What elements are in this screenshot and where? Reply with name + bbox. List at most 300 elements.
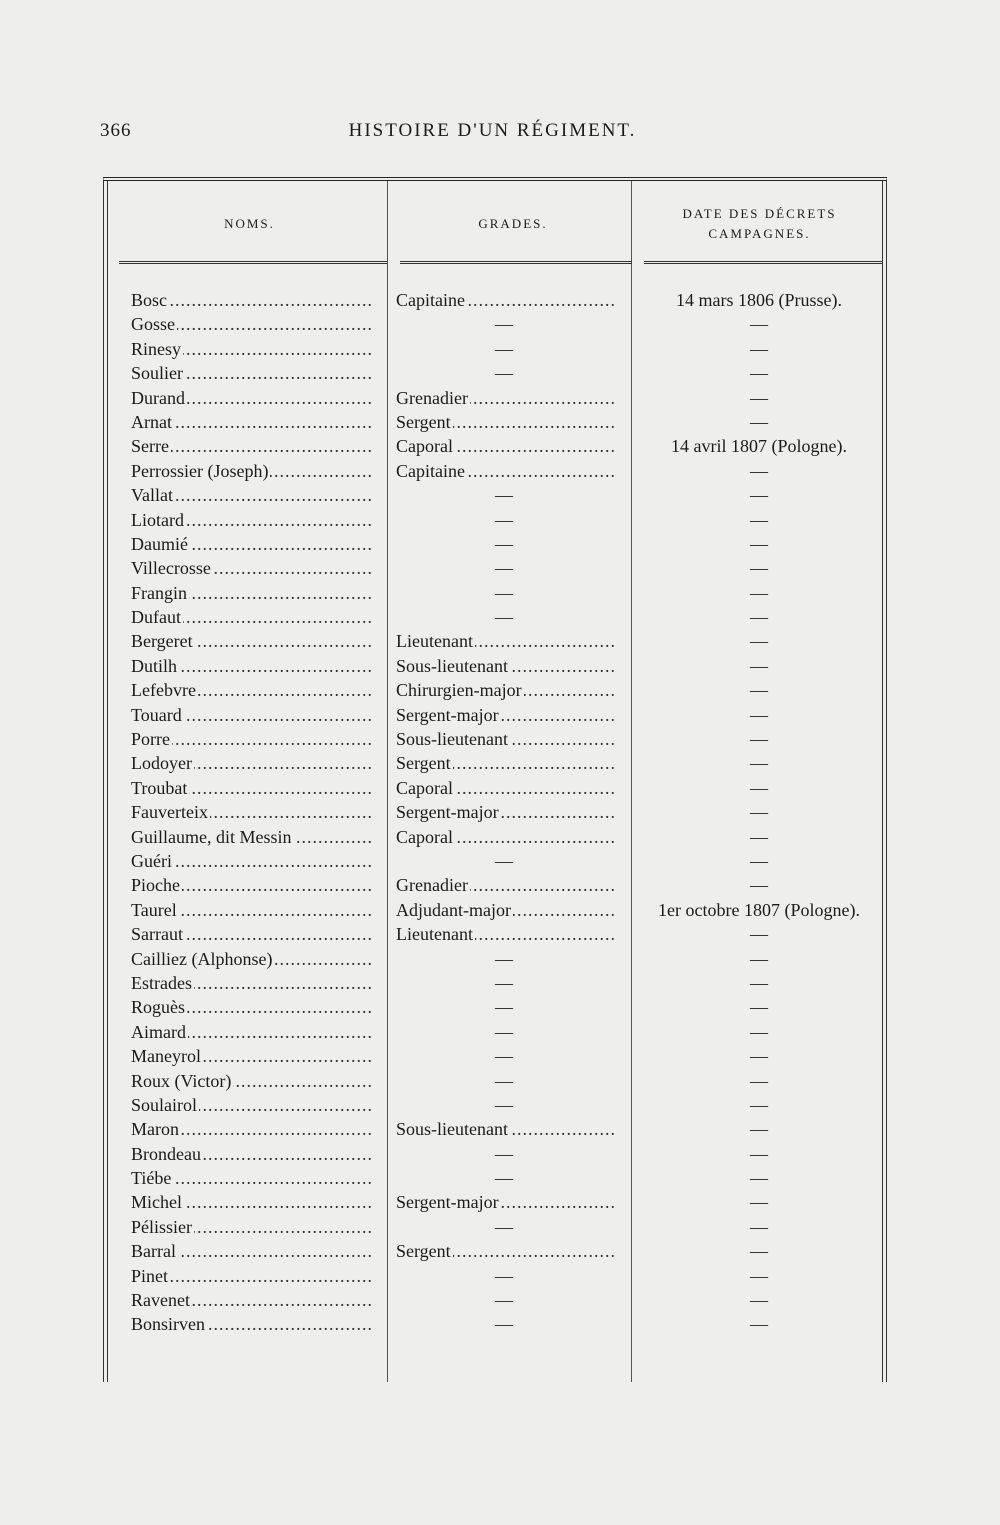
table-row xyxy=(104,971,886,995)
page-number: 366 xyxy=(100,120,132,141)
row-grade xyxy=(396,1312,614,1336)
row-date xyxy=(640,727,880,751)
table-row xyxy=(104,361,886,385)
row-name xyxy=(131,508,374,532)
row-grade xyxy=(396,508,614,532)
row-name xyxy=(131,556,374,580)
table-row xyxy=(104,1142,886,1166)
table-row xyxy=(104,922,886,946)
row-date-text: — xyxy=(750,314,768,335)
row-date xyxy=(640,459,880,483)
header-rule xyxy=(400,261,632,264)
row-name xyxy=(131,1288,374,1312)
row-name xyxy=(131,337,374,361)
row-grade xyxy=(396,849,614,873)
row-grade-text: Capitaine xyxy=(396,460,465,481)
row-name xyxy=(131,459,374,483)
row-date xyxy=(640,1215,880,1239)
table-row xyxy=(104,1093,886,1117)
row-date xyxy=(640,1069,880,1093)
row-grade xyxy=(396,727,614,751)
table-row xyxy=(104,898,886,922)
row-grade xyxy=(396,995,614,1019)
table-row xyxy=(104,337,886,361)
row-date-text: — xyxy=(750,582,768,603)
row-name xyxy=(131,922,374,946)
row-date xyxy=(640,825,880,849)
row-date xyxy=(640,849,880,873)
row-date-text: — xyxy=(750,607,768,628)
row-grade-text: — xyxy=(495,1216,513,1237)
row-name xyxy=(131,678,374,702)
row-grade xyxy=(396,605,614,629)
table-row xyxy=(104,800,886,824)
row-name xyxy=(131,703,374,727)
row-grade xyxy=(396,312,614,336)
row-date xyxy=(640,1142,880,1166)
row-name-text: Pinet xyxy=(131,1265,169,1286)
row-grade xyxy=(396,337,614,361)
row-grade xyxy=(396,654,614,678)
table-row xyxy=(104,654,886,678)
row-grade-text: Sergent-major xyxy=(396,802,499,823)
row-grade xyxy=(396,776,614,800)
table-row xyxy=(104,1069,886,1093)
row-grade xyxy=(396,1166,614,1190)
row-name xyxy=(131,1044,374,1068)
row-date xyxy=(640,947,880,971)
table-row xyxy=(104,459,886,483)
row-date xyxy=(640,703,880,727)
table-row xyxy=(104,825,886,849)
row-date xyxy=(640,922,880,946)
row-grade-text: Lieutenant xyxy=(396,924,473,945)
row-date xyxy=(640,1239,880,1263)
row-name-text: Dufaut xyxy=(131,607,181,628)
row-name xyxy=(131,361,374,385)
column-header-names: NOMS. xyxy=(224,215,275,231)
row-date-text: — xyxy=(750,704,768,725)
row-name-text: Touard xyxy=(131,704,182,725)
row-name xyxy=(131,971,374,995)
row-name-text: Vallat xyxy=(131,485,173,506)
row-name-text: Cailliez (Alphonse) xyxy=(131,948,273,969)
row-grade-text: — xyxy=(495,314,513,335)
row-date xyxy=(640,1044,880,1068)
row-grade-text: Grenadier xyxy=(396,875,468,896)
row-date-text: — xyxy=(750,802,768,823)
table-row xyxy=(104,288,886,312)
header-rule xyxy=(644,261,882,264)
row-name xyxy=(131,312,374,336)
row-grade-text: Sergent xyxy=(396,1241,451,1262)
row-grade-text: Adjudant-major xyxy=(396,899,511,920)
row-name xyxy=(131,898,374,922)
row-grade-text: — xyxy=(495,1143,513,1164)
row-grade-text: — xyxy=(495,850,513,871)
row-date xyxy=(640,605,880,629)
row-grade-text: — xyxy=(495,1046,513,1067)
row-name xyxy=(131,1142,374,1166)
row-date xyxy=(640,337,880,361)
row-grade-text: — xyxy=(495,338,513,359)
register-table xyxy=(103,177,887,1382)
row-name xyxy=(131,410,374,434)
row-name-text: Brondeau xyxy=(131,1143,201,1164)
table-row xyxy=(104,312,886,336)
table-row xyxy=(104,1166,886,1190)
row-date-text: — xyxy=(750,1143,768,1164)
table-row xyxy=(104,678,886,702)
row-name-text: Aimard xyxy=(131,1021,186,1042)
row-date xyxy=(640,508,880,532)
column-header-dates-text: DATE DES DÉCRETS CAMPAGNES. xyxy=(682,205,837,241)
row-date-text: — xyxy=(750,1119,768,1140)
row-name-text: Fauverteix xyxy=(131,802,208,823)
row-date-text: — xyxy=(750,1290,768,1311)
row-date-text: — xyxy=(750,1314,768,1335)
table-row xyxy=(104,849,886,873)
row-name-text: Gosse xyxy=(131,314,175,335)
row-name-text: Troubat xyxy=(131,777,188,798)
row-date-text: — xyxy=(750,1046,768,1067)
row-date xyxy=(640,532,880,556)
row-date xyxy=(640,873,880,897)
row-date-text: — xyxy=(750,826,768,847)
row-grade xyxy=(396,873,614,897)
row-grade-text: Chirurgien-major xyxy=(396,680,522,701)
row-name xyxy=(131,654,374,678)
row-name xyxy=(131,1166,374,1190)
table-row xyxy=(104,703,886,727)
row-grade-text: — xyxy=(495,509,513,530)
row-name xyxy=(131,947,374,971)
row-date-text: — xyxy=(750,1265,768,1286)
row-name-text: Porre xyxy=(131,729,170,750)
row-grade-text: — xyxy=(495,1314,513,1335)
row-grade-text: — xyxy=(495,1094,513,1115)
table-row xyxy=(104,1312,886,1336)
row-grade-text: — xyxy=(495,582,513,603)
row-date-text: — xyxy=(750,1192,768,1213)
row-grade xyxy=(396,1044,614,1068)
row-date-text: — xyxy=(750,387,768,408)
row-grade xyxy=(396,1215,614,1239)
row-grade xyxy=(396,703,614,727)
row-name xyxy=(131,751,374,775)
row-name-text: Villecrosse xyxy=(131,558,211,579)
row-grade xyxy=(396,1020,614,1044)
table-row xyxy=(104,1239,886,1263)
row-name-text: Barral xyxy=(131,1241,176,1262)
row-name-text: Soulairol xyxy=(131,1094,197,1115)
table-row xyxy=(104,1190,886,1214)
row-name xyxy=(131,532,374,556)
row-date xyxy=(640,1190,880,1214)
row-name xyxy=(131,1069,374,1093)
row-grade xyxy=(396,1069,614,1093)
row-date xyxy=(640,1312,880,1336)
table-row xyxy=(104,629,886,653)
row-name xyxy=(131,727,374,751)
row-grade-text: Capitaine xyxy=(396,290,465,310)
row-date-text: 1er octobre 1807 (Pologne). xyxy=(658,899,860,920)
row-date xyxy=(640,776,880,800)
row-date xyxy=(640,1093,880,1117)
row-name-text: Sarraut xyxy=(131,924,183,945)
row-name-text: Bosc xyxy=(131,290,167,310)
row-date xyxy=(640,581,880,605)
row-grade xyxy=(396,361,614,385)
row-grade-text: Grenadier xyxy=(396,387,468,408)
row-date xyxy=(640,312,880,336)
row-date-text: — xyxy=(750,533,768,554)
row-grade xyxy=(396,1142,614,1166)
row-date-text: — xyxy=(750,972,768,993)
row-name xyxy=(131,605,374,629)
row-name xyxy=(131,873,374,897)
row-name-text: Dutilh xyxy=(131,655,178,676)
row-name-text: Roux (Victor) xyxy=(131,1070,232,1091)
row-name-text: Bonsirven xyxy=(131,1314,205,1335)
row-date-text: — xyxy=(750,729,768,750)
row-name-text: Guillaume, dit Messin xyxy=(131,826,292,847)
row-name-text: Daumié xyxy=(131,533,188,554)
table-row xyxy=(104,1215,886,1239)
row-name-text: Frangin xyxy=(131,582,187,603)
row-date-text: — xyxy=(750,1094,768,1115)
row-name-text: Estrades xyxy=(131,972,192,993)
row-name-text: Rinesy xyxy=(131,338,182,359)
row-name xyxy=(131,1312,374,1336)
row-grade xyxy=(396,629,614,653)
row-date-text: — xyxy=(750,1070,768,1091)
row-grade xyxy=(396,898,614,922)
row-date-text: — xyxy=(750,948,768,969)
row-grade xyxy=(396,800,614,824)
row-date xyxy=(640,995,880,1019)
row-name xyxy=(131,1093,374,1117)
row-date-text: — xyxy=(750,655,768,676)
row-name xyxy=(131,629,374,653)
header-rule xyxy=(119,261,387,264)
row-grade xyxy=(396,947,614,971)
row-name xyxy=(131,386,374,410)
row-date-text: — xyxy=(750,1021,768,1042)
row-date-text: — xyxy=(750,924,768,945)
row-date-text: — xyxy=(750,338,768,359)
row-grade-text: — xyxy=(495,1021,513,1042)
row-grade xyxy=(396,1288,614,1312)
table-body xyxy=(104,288,886,1337)
table-row xyxy=(104,995,886,1019)
table-row xyxy=(104,508,886,532)
table-row xyxy=(104,386,886,410)
row-name xyxy=(131,581,374,605)
row-grade-text: — xyxy=(495,533,513,554)
row-name-text: Pélissier xyxy=(131,1216,192,1237)
row-grade-text: — xyxy=(495,485,513,506)
row-name-text: Liotard xyxy=(131,509,184,530)
table-row xyxy=(104,410,886,434)
row-grade-text: — xyxy=(495,607,513,628)
row-grade-text: Sous-lieutenant xyxy=(396,655,508,676)
row-grade xyxy=(396,434,614,458)
row-name-text: Perrossier (Joseph) xyxy=(131,460,269,481)
row-grade-text: Lieutenant xyxy=(396,631,473,652)
row-date-text: — xyxy=(750,509,768,530)
row-grade xyxy=(396,825,614,849)
row-date xyxy=(640,1117,880,1141)
row-name xyxy=(131,1264,374,1288)
row-grade-text: Sous-lieutenant xyxy=(396,729,508,750)
row-grade xyxy=(396,1093,614,1117)
row-date xyxy=(640,654,880,678)
table-row xyxy=(104,434,886,458)
row-date xyxy=(640,288,880,312)
row-name-text: Maron xyxy=(131,1119,179,1140)
row-name xyxy=(131,1215,374,1239)
row-name xyxy=(131,800,374,824)
row-date xyxy=(640,410,880,434)
column-header-dates xyxy=(639,181,880,266)
row-date-text: — xyxy=(750,411,768,432)
row-date xyxy=(640,1166,880,1190)
table-header xyxy=(112,181,878,266)
table-row xyxy=(104,556,886,580)
row-grade-text: — xyxy=(495,558,513,579)
row-date-text: — xyxy=(750,777,768,798)
row-grade xyxy=(396,1190,614,1214)
row-grade-text: Sergent-major xyxy=(396,704,499,725)
row-date xyxy=(640,483,880,507)
row-date xyxy=(640,434,880,458)
row-date-text: — xyxy=(750,753,768,774)
row-grade xyxy=(396,751,614,775)
row-name xyxy=(131,1239,374,1263)
row-name xyxy=(131,1190,374,1214)
row-grade xyxy=(396,971,614,995)
running-title: HISTOIRE D'UN RÉGIMENT. xyxy=(348,120,637,141)
row-date xyxy=(640,556,880,580)
row-name-text: Bergeret xyxy=(131,631,193,652)
row-grade-text: — xyxy=(495,1290,513,1311)
row-grade-text: — xyxy=(495,997,513,1018)
row-grade xyxy=(396,386,614,410)
table-row xyxy=(104,581,886,605)
table-row xyxy=(104,873,886,897)
row-grade xyxy=(396,288,614,312)
table-row xyxy=(104,751,886,775)
table-row xyxy=(104,1288,886,1312)
row-name xyxy=(131,995,374,1019)
row-date-text: — xyxy=(750,485,768,506)
row-name-text: Taurel xyxy=(131,899,177,920)
table-row xyxy=(104,1264,886,1288)
row-grade-text: Sergent xyxy=(396,411,451,432)
row-grade xyxy=(396,1117,614,1141)
row-name-text: Lodoyer xyxy=(131,753,192,774)
row-name-text: Serre xyxy=(131,436,169,457)
row-date xyxy=(640,1264,880,1288)
row-grade xyxy=(396,459,614,483)
row-grade xyxy=(396,581,614,605)
row-grade-text: Caporal xyxy=(396,777,453,798)
page-header xyxy=(100,120,885,150)
row-grade-text: — xyxy=(495,972,513,993)
row-name xyxy=(131,434,374,458)
row-name xyxy=(131,1117,374,1141)
row-name-text: Lefebvre xyxy=(131,680,196,701)
row-name-text: Arnat xyxy=(131,411,172,432)
table-row xyxy=(104,727,886,751)
table-row xyxy=(104,947,886,971)
row-grade xyxy=(396,1264,614,1288)
row-name xyxy=(131,1020,374,1044)
row-name-text: Tiébe xyxy=(131,1168,172,1189)
row-grade-text: Sergent-major xyxy=(396,1192,499,1213)
row-name xyxy=(131,825,374,849)
column-header-grades: GRADES. xyxy=(478,215,548,231)
row-date-text: — xyxy=(750,460,768,481)
row-date-text: — xyxy=(750,1168,768,1189)
row-date xyxy=(640,678,880,702)
row-name-text: Maneyrol xyxy=(131,1046,201,1067)
table-row xyxy=(104,776,886,800)
row-date-text: 14 avril 1807 (Pologne). xyxy=(671,436,847,457)
row-name-text: Durand xyxy=(131,387,185,408)
row-grade xyxy=(396,922,614,946)
row-name-text: Soulier xyxy=(131,363,183,384)
row-grade xyxy=(396,483,614,507)
row-date-text: 14 mars 1806 (Prusse). xyxy=(676,290,842,310)
row-date-text: — xyxy=(750,1241,768,1262)
row-date-text: — xyxy=(750,558,768,579)
row-date-text: — xyxy=(750,875,768,896)
row-date-text: — xyxy=(750,1216,768,1237)
row-name xyxy=(131,849,374,873)
row-date xyxy=(640,971,880,995)
row-date-text: — xyxy=(750,680,768,701)
table-row xyxy=(104,1044,886,1068)
row-date-text: — xyxy=(750,850,768,871)
table-row xyxy=(104,1020,886,1044)
row-name-text: Ravenet xyxy=(131,1290,190,1311)
table-row xyxy=(104,605,886,629)
row-grade xyxy=(396,556,614,580)
row-date xyxy=(640,1020,880,1044)
row-grade-text: Caporal xyxy=(396,436,453,457)
row-name xyxy=(131,288,374,312)
table-row xyxy=(104,1117,886,1141)
row-date-text: — xyxy=(750,631,768,652)
row-date-text: — xyxy=(750,363,768,384)
row-grade-text: — xyxy=(495,363,513,384)
row-name xyxy=(131,776,374,800)
row-grade xyxy=(396,532,614,556)
row-date xyxy=(640,1288,880,1312)
table-row xyxy=(104,483,886,507)
row-grade-text: — xyxy=(495,1168,513,1189)
row-name-text: Roguès xyxy=(131,997,185,1018)
row-grade-text: Sergent xyxy=(396,753,451,774)
row-date xyxy=(640,751,880,775)
row-grade xyxy=(396,1239,614,1263)
row-grade-text: — xyxy=(495,948,513,969)
row-grade-text: Sous-lieutenant xyxy=(396,1119,508,1140)
row-date xyxy=(640,386,880,410)
row-date xyxy=(640,361,880,385)
